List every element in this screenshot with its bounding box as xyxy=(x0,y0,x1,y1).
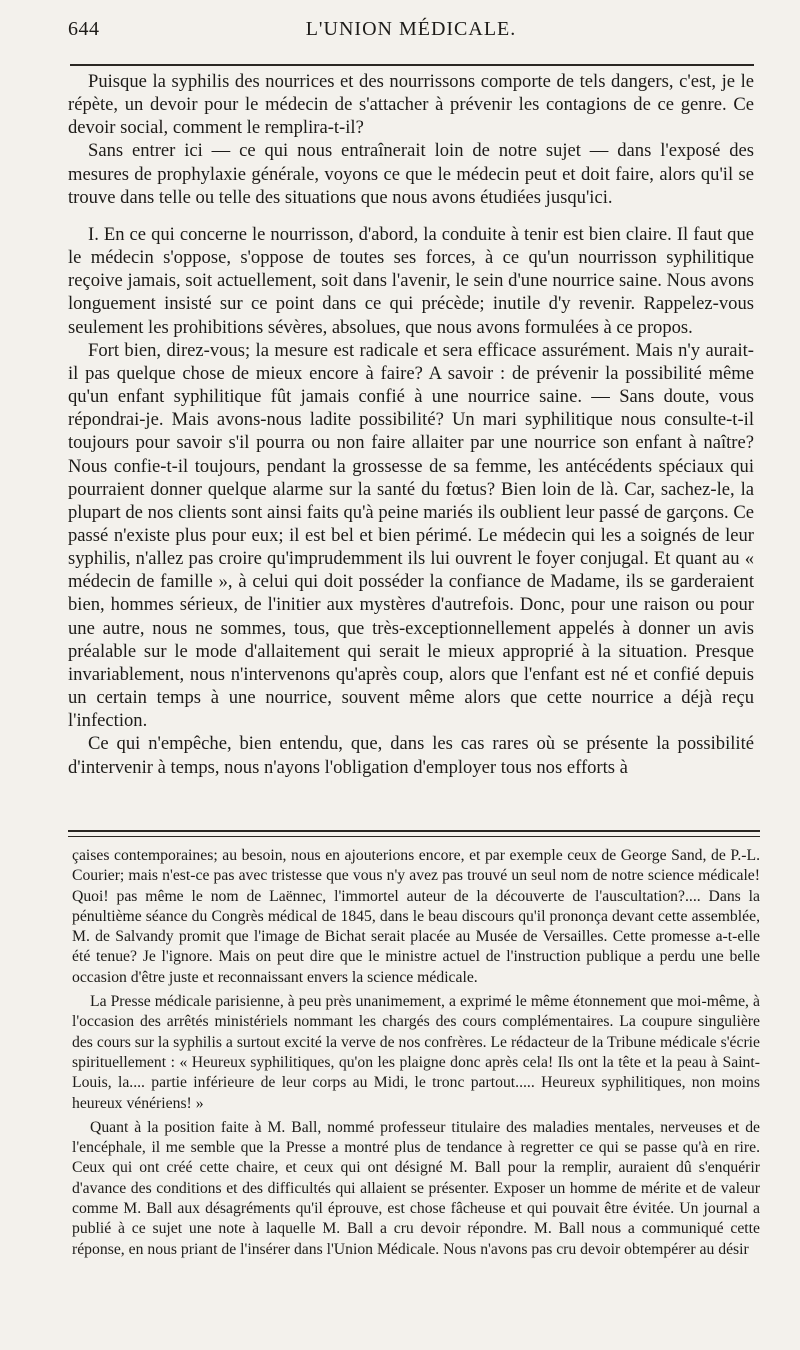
header-rule xyxy=(70,64,754,66)
main-paragraph: Sans entrer ici — ce qui nous entraînerait loin de notre sujet — dans l'exposé des mesures de prophylaxie générale, voyons ce que le médecin peut et doit faire, alors qu'il se trouve dans telle ou telle des situations que nous avons étudiées jusqu'ici. xyxy=(68,140,754,208)
journal-title: L'UNION MÉDICALE. xyxy=(305,18,517,40)
main-paragraph: Fort bien, direz-vous; la mesure est radicale et sera efficace assurément. Mais n'y aurait-il pas quelque chose de mieux encore à faire? A savoir : de prévenir la possibilité même qu'un enfant syphilitique fût jamais confié à une nourrice saine. — Sans doute, vous répondrai-je. Mais avons-nous ladite possibilité? Un mari syphilitique nous consulte-t-il toujours pour savoir s'il pourra ou non faire allaiter par une nourrice son enfant à naître? Nous confie-t-il toujours, pendant la grossesse de sa femme, les antécédents spéciaux qui pourraient donner quelque alarme sur la santé du fœtus? Bien loin de là. Car, sachez-le, la plupart de nos clients sont ainsi faits qu'à peine mariés ils oublient leur passé de garçons. Ce passé n'existe plus pour eux; il est bel et bien périmé. Le médecin qui les a soignés de leur syphilis, n'allez pas croire qu'imprudemment ils lui ouvrent le foyer conjugal. Et quant au « médecin de famille », à celui qui doit posséder la confiance de Madame, ils se garderaient bien, hommes sérieux, de l'initier aux mystères d'autrefois. Donc, pour une raison ou pour une autre, nous ne sommes, tous, que très-exceptionnellement appelés à donner un avis préalable sur le mode d'allaitement qui serait le mieux approprié à la situation. Presque invariablement, nous n'intervenons qu'après coup, alors que l'enfant est né et confié depuis un certain temps à une nourrice, souvent même alors que cette nourrice a déjà reçu l'infection. xyxy=(68,339,754,732)
footnote-text xyxy=(72,846,760,1260)
main-paragraph: Puisque la syphilis des nourrices et des nourrissons comporte de tels dangers, c'est, je le répète, un devoir pour le médecin de s'attacher à prévenir les contagions de ce genre. Ce devoir social, comment le remplira-t-il? xyxy=(68,71,754,139)
footnote-paragraph: çaises contemporaines; au besoin, nous en ajouterions encore, et par exemple ceux de George Sand, de P.-L. Courier; mais n'est-ce pas avec tristesse que vous n'y avez pas trouvé un seul nom de notre science médicale! Quoi! pas même le nom de Laënnec, l'immortel auteur de la découverte de l'auscultation?.... Dans la pénultième séance du Congrès médical de 1845, dans le beau discours qu'il prononça devant cette assemblée, M. de Salvandy promit que l'image de Bichat serait placée au Musée de Versailles. Cette promesse a-t-elle été tenue? Je l'ignore. Mais on peut dire que le ministre actuel de l'instruction publique a perdu une belle occasion d'être juste et reconnaissant envers la science médicale. xyxy=(72,847,760,986)
page-number: 644 xyxy=(68,18,100,40)
footnote-separator xyxy=(68,830,760,837)
page-header xyxy=(68,18,754,48)
footnote-paragraph: La Presse médicale parisienne, à peu près unanimement, a exprimé le même étonnement que moi-même, à l'occasion des arrêtés ministériels nommant les chargés des cours complémentaires. La coupure singulière des cours sur la syphilis a surtout excité la verve de nos confrères. Le rédacteur de la Tribune médicale s'écrie spirituellement : « Heureux syphilitiques, qu'on les plaigne donc après cela! Ils ont la tête et la peau à Saint-Louis, la.... partie inférieure de leur corps au Midi, le tronc partout..... Heureux syphilitiques, non moins heureux vénériens! » xyxy=(72,993,760,1112)
main-text xyxy=(68,70,754,779)
footnote-paragraph: Quant à la position faite à M. Ball, nommé professeur titulaire des maladies mentales, nerveuses et de l'encéphale, il me semble que la Presse a montré plus de tendance à regretter ce qui se passe qu'à en rire. Ceux qui ont créé cette chaire, et ceux qui ont désigné M. Ball pour la remplir, auraient dû s'enquérir d'avance des conditions et des difficultés qui allaient se présenter. Exposer un homme de mérite et de valeur comme M. Ball aux désagréments qu'il éprouve, est chose fâcheuse et qui pouvait être évitée. Un journal a publié à ce sujet une note à laquelle M. Ball a cru devoir répondre. M. Ball nous a communiqué cette réponse, en nous priant de l'insérer dans l'Union Médicale. Nous n'avons pas cru devoir obtempérer au désir xyxy=(72,1118,760,1258)
main-paragraph: Ce qui n'empêche, bien entendu, que, dans les cas rares où se présente la possibilité d'intervenir à temps, nous n'ayons l'obligation d'employer tous nos efforts à xyxy=(68,733,754,778)
main-paragraph: I. En ce qui concerne le nourrisson, d'abord, la conduite à tenir est bien claire. Il faut que le médecin s'oppose, s'oppose de toutes ses forces, à ce qu'un nourrisson syphilitique reçoive jamais, soit actuellement, soit dans l'avenir, le sein d'une nourrice saine. Nous avons longuement insisté sur ce point dans ce qui précède; inutile d'y revenir. Rappelez-vous seulement les prohibitions sévères, absolues, que nous avons formulées à ce propos. xyxy=(68,223,754,338)
